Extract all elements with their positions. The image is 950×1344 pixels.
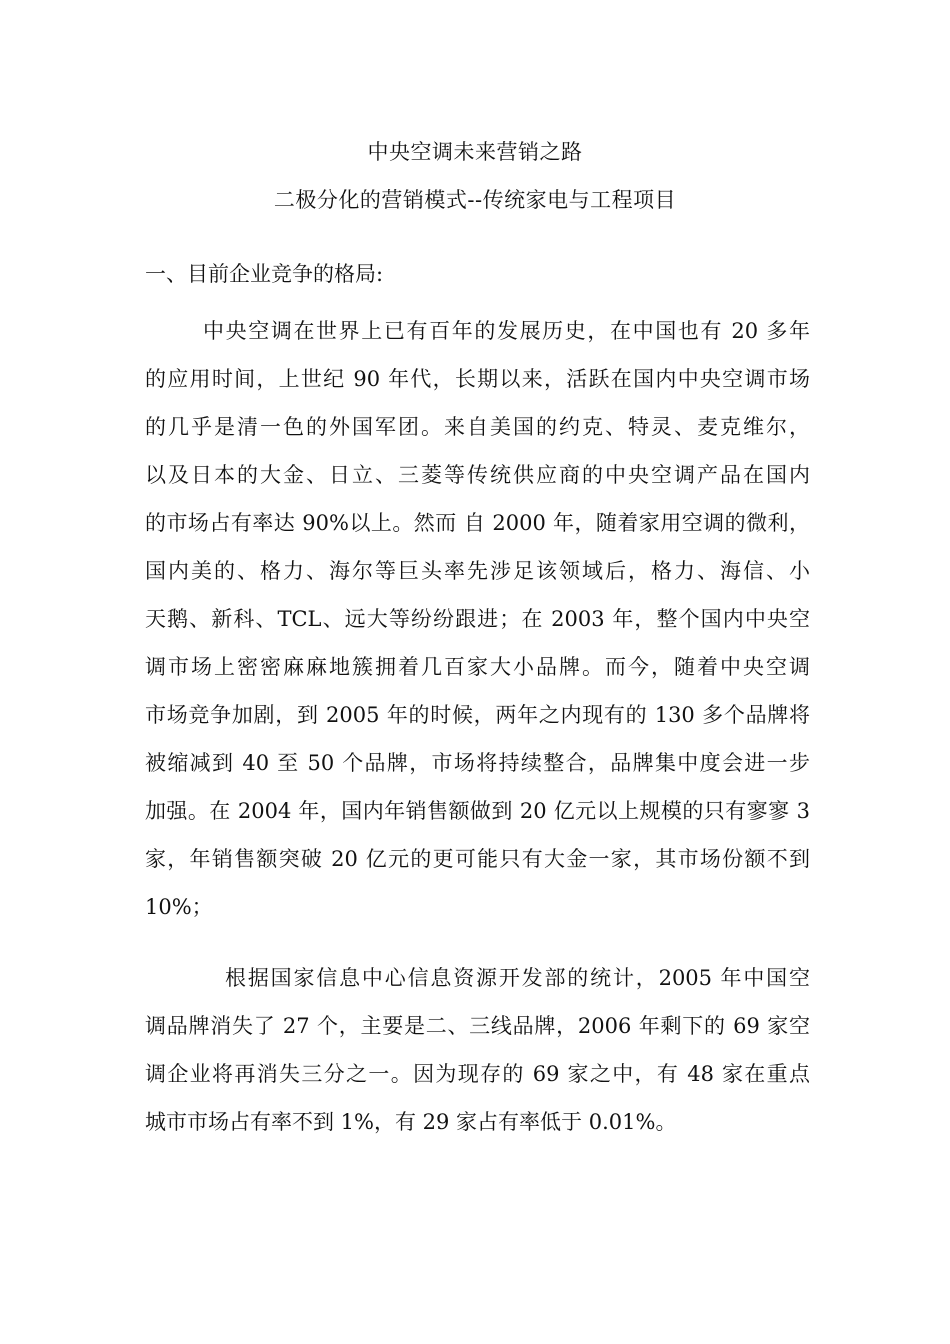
paragraph-line: 调市场上密密麻麻地簇拥着几百家大小品牌。而今，随着中央空调 (145, 655, 810, 679)
paragraph-line: 10%； (145, 895, 213, 919)
document-subtitle: 二极分化的营销模式--传统家电与工程项目 (273, 188, 677, 212)
paragraph-market-history (145, 307, 810, 931)
paragraph-line: 国内美的、格力、海尔等巨头率先涉足该领域后，格力、海信、小 (145, 559, 810, 583)
paragraph-line: 以及日本的大金、日立、三菱等传统供应商的中央空调产品在国内 (145, 463, 810, 487)
paragraph-line: 被缩减到 40 至 50 个品牌，市场将持续整合，品牌集中度会进一步 (145, 751, 810, 775)
paragraph-line: 家，年销售额突破 20 亿元的更可能只有大金一家，其市场份额不到 (145, 847, 810, 871)
paragraph-line: 的应用时间，上世纪 90 年代，长期以来，活跃在国内中央空调市场 (145, 367, 810, 391)
paragraph-line: 市场竞争加剧，到 2005 年的时候，两年之内现有的 130 多个品牌将 (145, 703, 810, 727)
paragraph-line: 中央空调在世界上已有百年的发展历史，在中国也有 20 多年 (203, 319, 810, 343)
paragraph-line: 的市场占有率达 90%以上。然而 自 2000 年，随着家用空调的微利， (145, 511, 810, 535)
paragraph-line: 天鹅、新科、TCL、远大等纷纷跟进；在 2003 年，整个国内中央空 (145, 607, 810, 631)
paragraph-line: 调品牌消失了 27 个，主要是二、三线品牌，2006 年剩下的 69 家空 (145, 1014, 810, 1038)
document-title: 中央空调未来营销之路 (367, 140, 583, 164)
section-heading: 一、目前企业竞争的格局: (145, 262, 384, 286)
paragraph-line: 的几乎是清一色的外国军团。来自美国的约克、特灵、麦克维尔， (145, 415, 810, 439)
paragraph-line: 城市市场占有率不到 1%，有 29 家占有率低于 0.01%。 (145, 1110, 677, 1134)
paragraph-brand-statistics (145, 954, 810, 1146)
paragraph-line: 调企业将再消失三分之一。因为现存的 69 家之中，有 48 家在重点 (145, 1062, 810, 1086)
paragraph-line: 根据国家信息中心信息资源开发部的统计，2005 年中国空 (225, 966, 810, 990)
paragraph-line: 加强。在 2004 年，国内年销售额做到 20 亿元以上规模的只有寥寥 3 (145, 799, 810, 823)
